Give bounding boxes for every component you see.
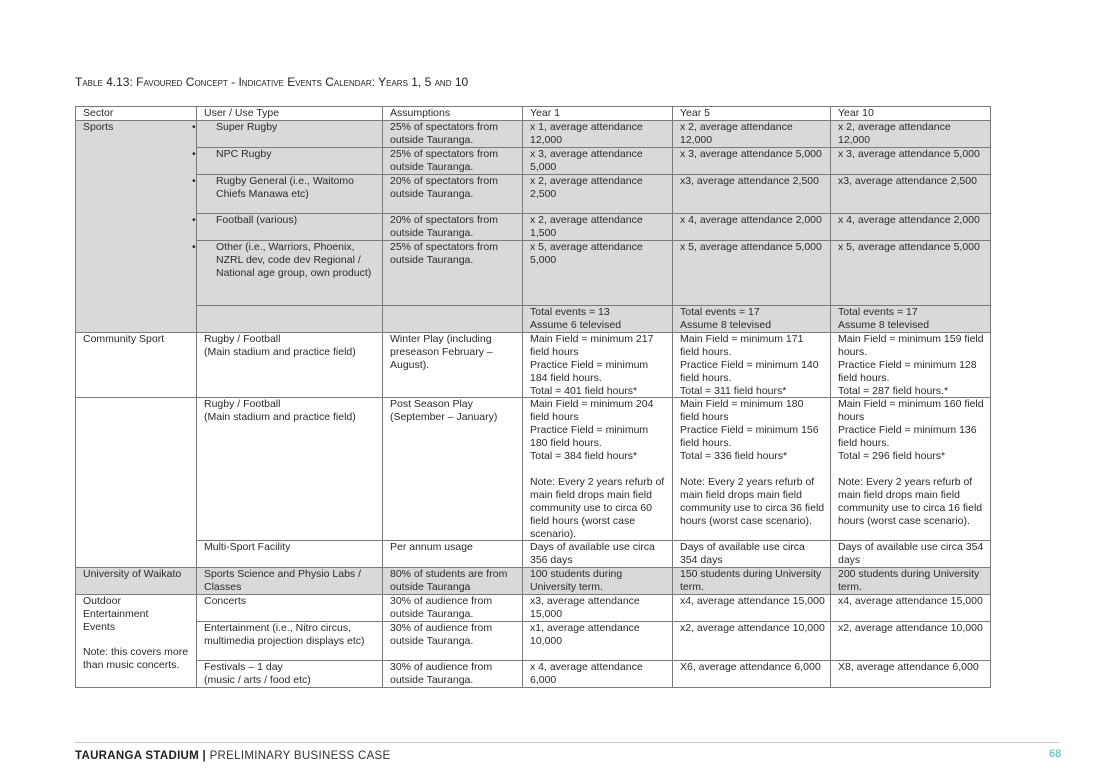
events-calendar-table xyxy=(75,106,991,688)
header-year10: Year 10 xyxy=(831,107,991,121)
header-user: User / Use Type xyxy=(197,107,383,121)
assumptions-cell: 20% of spectators from outside Tauranga. xyxy=(383,213,523,240)
footer-separator: | xyxy=(202,750,207,762)
year1-cell: x 3, average attendance 5,000 xyxy=(523,147,673,174)
user-cell: Rugby / Football (Main stadium and practice field) xyxy=(197,398,383,541)
footer-document-title: PRELIMINARY BUSINESS CASE xyxy=(209,750,391,762)
year1-cell: x 2, average attendance 1,500 xyxy=(523,213,673,240)
assumptions-cell: 20% of spectators from outside Tauranga. xyxy=(383,174,523,213)
assumptions-cell: 80% of students are from outside Tauranga xyxy=(383,568,523,595)
year5-cell: x2, average attendance 10,000 xyxy=(673,621,831,660)
footer-brand: TAURANGA STADIUM xyxy=(75,750,200,762)
bullet-icon: • xyxy=(192,240,196,253)
year5-cell: x3, average attendance 2,500 xyxy=(673,174,831,213)
year5-cell: Main Field = minimum 171 field hours. Practice Field = minimum 140 field hours. Total = 311 field hours* xyxy=(673,332,831,398)
footer-divider xyxy=(75,742,1060,743)
assumptions-cell: Per annum usage xyxy=(383,541,523,568)
bullet-icon: • xyxy=(192,174,196,187)
year10-cell: 200 students during University term. xyxy=(831,568,991,595)
table-row xyxy=(76,595,991,622)
year1-cell: x1, average attendance 10,000 xyxy=(523,621,673,660)
year1-cell: x 5, average attendance 5,000 xyxy=(523,240,673,305)
year5-cell: Days of available use circa 354 days xyxy=(673,541,831,568)
header-sector: Sector xyxy=(76,107,197,121)
assumptions-cell: 25% of spectators from outside Tauranga. xyxy=(383,240,523,305)
user-label: NPC Rugby xyxy=(216,147,272,160)
user-label: Super Rugby xyxy=(216,120,278,133)
assumptions-cell: Winter Play (including preseason February – August). xyxy=(383,332,523,398)
table-row xyxy=(76,332,991,398)
assumptions-cell: 25% of spectators from outside Tauranga. xyxy=(383,147,523,174)
user-cell: Multi-Sport Facility xyxy=(197,541,383,568)
assumptions-cell: 30% of audience from outside Tauranga. xyxy=(383,621,523,660)
year5-cell: Main Field = minimum 180 field hours Practice Field = minimum 156 field hours. Total = 336 field hours* Note: Every 2 years refurb of main field drops main field community use to circa 36 field hours (worst case scenario). xyxy=(673,398,831,541)
year1-cell: 100 students during University term. xyxy=(523,568,673,595)
table-row xyxy=(76,568,991,595)
assumptions-cell xyxy=(383,305,523,332)
year10-cell: x 2, average attendance 12,000 xyxy=(831,120,991,147)
table-row xyxy=(76,120,991,147)
header-year1: Year 1 xyxy=(523,107,673,121)
user-cell: Festivals – 1 day (music / arts / food etc) xyxy=(197,660,383,687)
user-cell: Sports Science and Physio Labs / Classes xyxy=(197,568,383,595)
table-row xyxy=(76,213,991,240)
sector-cell-university: University of Waikato xyxy=(76,568,197,595)
year5-total-cell: Total events = 17 Assume 8 televised xyxy=(673,305,831,332)
user-cell xyxy=(192,120,383,147)
assumptions-cell: 30% of audience from outside Tauranga. xyxy=(383,595,523,622)
page-number: 68 xyxy=(1049,748,1062,760)
year5-cell: x4, average attendance 15,000 xyxy=(673,595,831,622)
table-row xyxy=(76,398,991,541)
footer xyxy=(75,750,391,762)
table-row xyxy=(76,660,991,687)
year10-cell: x 4, average attendance 2,000 xyxy=(831,213,991,240)
table-caption-label: Table 4.13: xyxy=(75,75,133,89)
bullet-icon: • xyxy=(192,120,196,133)
year10-cell: x 3, average attendance 5,000 xyxy=(831,147,991,174)
user-cell: Entertainment (i.e., Nitro circus, multimedia projection displays etc) xyxy=(197,621,383,660)
year1-cell: Days of available use circa 356 days xyxy=(523,541,673,568)
year10-cell: x2, average attendance 10,000 xyxy=(831,621,991,660)
user-cell xyxy=(192,147,383,174)
table-header-row xyxy=(76,107,991,121)
year10-cell: x 5, average attendance 5,000 xyxy=(831,240,991,305)
table-row xyxy=(76,147,991,174)
year1-cell: x 4, average attendance 6,000 xyxy=(523,660,673,687)
user-cell xyxy=(192,213,383,240)
assumptions-cell: 30% of audience from outside Tauranga. xyxy=(383,660,523,687)
year1-cell: x 2, average attendance 2,500 xyxy=(523,174,673,213)
year10-cell: x3, average attendance 2,500 xyxy=(831,174,991,213)
year10-cell: Main Field = minimum 159 field hours. Practice Field = minimum 128 field hours. Total = 287 field hours.* xyxy=(831,332,991,398)
year5-cell: 150 students during University term. xyxy=(673,568,831,595)
year1-cell: x 1, average attendance 12,000 xyxy=(523,120,673,147)
sector-cell-sports: Sports xyxy=(76,120,197,332)
assumptions-cell: Post Season Play (September – January) xyxy=(383,398,523,541)
bullet-icon: • xyxy=(192,213,196,226)
user-cell xyxy=(192,240,383,305)
table-row-totals xyxy=(76,305,991,332)
year5-cell: X6, average attendance 6,000 xyxy=(673,660,831,687)
year5-cell: x 4, average attendance 2,000 xyxy=(673,213,831,240)
year5-cell: x 3, average attendance 5,000 xyxy=(673,147,831,174)
year5-cell: x 5, average attendance 5,000 xyxy=(673,240,831,305)
year10-cell: Days of available use circa 354 days xyxy=(831,541,991,568)
user-cell xyxy=(197,305,383,332)
table-row xyxy=(76,174,991,213)
year1-cell: Main Field = minimum 217 field hours Practice Field = minimum 184 field hours. Total = 401 field hours* xyxy=(523,332,673,398)
user-label: Other (i.e., Warriors, Phoenix, NZRL dev, code dev Regional / National age group, own product) xyxy=(216,240,372,279)
sector-cell-empty xyxy=(76,398,197,568)
user-cell: Rugby / Football (Main stadium and practice field) xyxy=(197,332,383,398)
user-label: Football (various) xyxy=(216,213,298,226)
user-label: Rugby General (i.e., Waitomo Chiefs Manawa etc) xyxy=(216,174,354,200)
year1-total-cell: Total events = 13 Assume 6 televised xyxy=(523,305,673,332)
year1-cell: Main Field = minimum 204 field hours Practice Field = minimum 180 field hours. Total = 384 field hours* Note: Every 2 years refurb of main field drops main field community use to circa 60 field hours (worst case scenario). xyxy=(523,398,673,541)
table-caption-title: Favoured Concept - Indicative Events Calendar: Years 1, 5 and 10 xyxy=(136,75,469,89)
year10-cell: Main Field = minimum 160 field hours Practice Field = minimum 136 field hours. Total = 296 field hours* Note: Every 2 years refurb of main field drops main field community use to circa 16 field hours (worst case scenario). xyxy=(831,398,991,541)
sector-cell-community-sport: Community Sport xyxy=(76,332,197,398)
year10-total-cell: Total events = 17 Assume 8 televised xyxy=(831,305,991,332)
sector-outdoor-label: Outdoor Entertainment Events xyxy=(83,595,149,633)
user-cell xyxy=(192,174,383,213)
header-year5: Year 5 xyxy=(673,107,831,121)
year5-cell: x 2, average attendance 12,000 xyxy=(673,120,831,147)
table-caption xyxy=(75,75,468,89)
year10-cell: X8, average attendance 6,000 xyxy=(831,660,991,687)
year10-cell: x4, average attendance 15,000 xyxy=(831,595,991,622)
header-assumptions: Assumptions xyxy=(383,107,523,121)
table-row xyxy=(76,240,991,305)
table-row xyxy=(76,541,991,568)
assumptions-cell: 25% of spectators from outside Tauranga. xyxy=(383,120,523,147)
user-cell: Concerts xyxy=(197,595,383,622)
sector-outdoor-note: Note: this covers more than music concerts. xyxy=(83,645,189,671)
bullet-icon: • xyxy=(192,147,196,160)
table-row xyxy=(76,621,991,660)
year1-cell: x3, average attendance 15,000 xyxy=(523,595,673,622)
sector-cell-outdoor xyxy=(76,595,197,688)
